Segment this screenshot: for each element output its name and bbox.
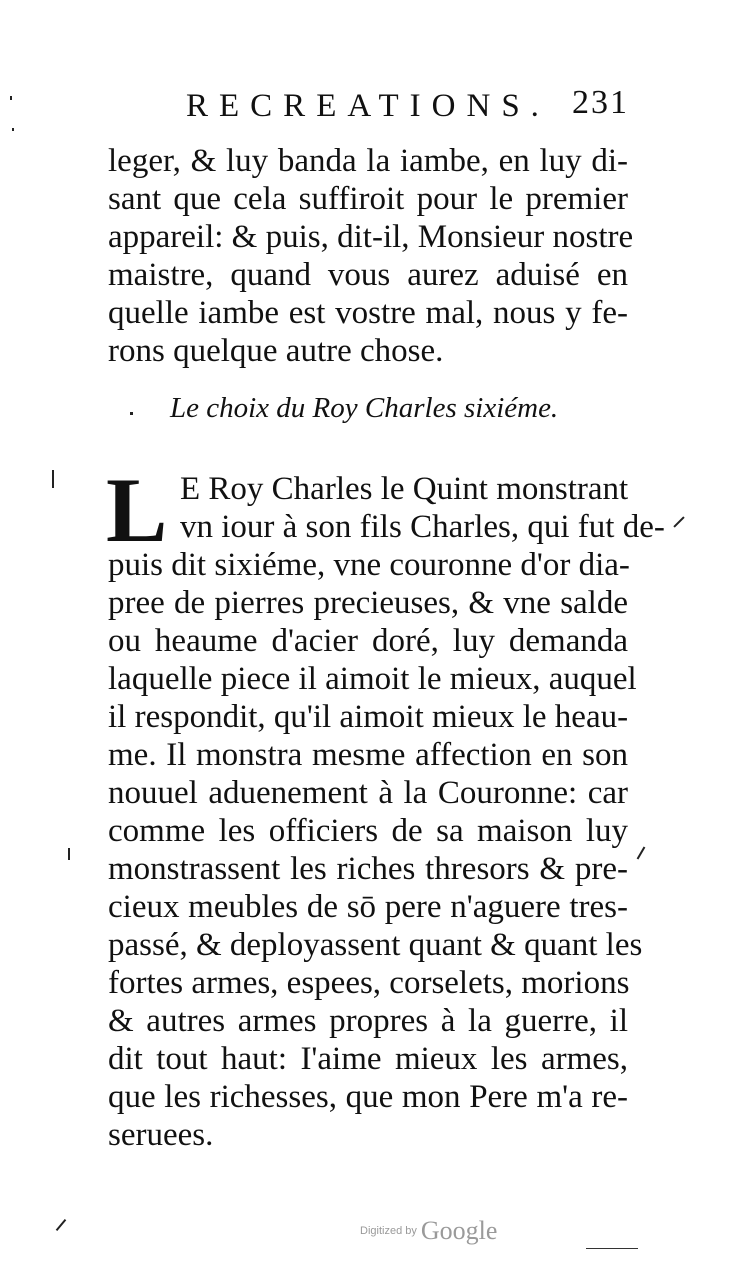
text-line: pree de pierres precieuses, & vne salde — [108, 585, 628, 621]
page-number: 231 — [572, 84, 629, 121]
text-line: cieux meubles de sō pere n'aguere tres- — [108, 889, 628, 925]
scan-speck — [673, 516, 684, 527]
text-line: laquelle piece il aimoit le mieux, auquel — [108, 661, 637, 697]
watermark-prefix: Digitized by — [360, 1225, 417, 1237]
scan-speck — [637, 846, 646, 859]
section-title: Le choix du Roy Charles sixiéme. — [170, 392, 559, 424]
text-line: maistre, quand vous aurez aduisé en — [108, 257, 628, 293]
scan-speck — [56, 1219, 67, 1231]
text-line: passé, & deployassent quant & quant les — [108, 927, 643, 963]
text-line: dit tout haut: I'aime mieux les armes, — [108, 1041, 628, 1077]
text-line: sant que cela suffiroit pour le premier — [108, 181, 628, 217]
text-line: appareil: & puis, dit-il, Monsieur nostre — [108, 219, 634, 255]
text-line: quelle iambe est vostre mal, nous y fe- — [108, 295, 628, 331]
google-logo: Google — [420, 1216, 498, 1245]
scan-speck — [10, 96, 12, 100]
running-head: RECREATIONS. — [186, 88, 550, 124]
text-line: me. Il monstra mesme affection en son — [108, 737, 628, 773]
google-watermark — [360, 1216, 497, 1246]
text-line: rons quelque autre chose. — [108, 333, 444, 369]
drop-cap: L — [106, 459, 168, 561]
text-line: il respondit, qu'il aimoit mieux le heau- — [108, 699, 629, 735]
scan-speck — [130, 412, 133, 415]
text-line: puis dit sixiéme, vne couronne d'or dia- — [108, 547, 630, 583]
scan-speck — [68, 848, 70, 860]
text-line: que les richesses, que mon Pere m'a re- — [108, 1079, 628, 1115]
text-line: & autres armes propres à la guerre, il — [108, 1003, 628, 1039]
text-line: fortes armes, espees, corselets, morions — [108, 965, 630, 1001]
scan-rule — [586, 1248, 638, 1249]
scan-speck — [52, 470, 54, 488]
text-line: vn iour à son fils Charles, qui fut de- — [180, 509, 665, 545]
text-line: seruees. — [108, 1117, 214, 1153]
text-line: nouuel aduenement à la Couronne: car — [108, 775, 628, 811]
text-line: monstrassent les riches thresors & pre- — [108, 851, 628, 887]
text-line: comme les officiers de sa maison luy — [108, 813, 628, 849]
scan-speck — [12, 128, 14, 131]
text-line: leger, & luy banda la iambe, en luy di- — [108, 143, 628, 179]
text-line: E Roy Charles le Quint monstrant — [180, 471, 629, 507]
text-line: ou heaume d'acier doré, luy demanda — [108, 623, 628, 659]
